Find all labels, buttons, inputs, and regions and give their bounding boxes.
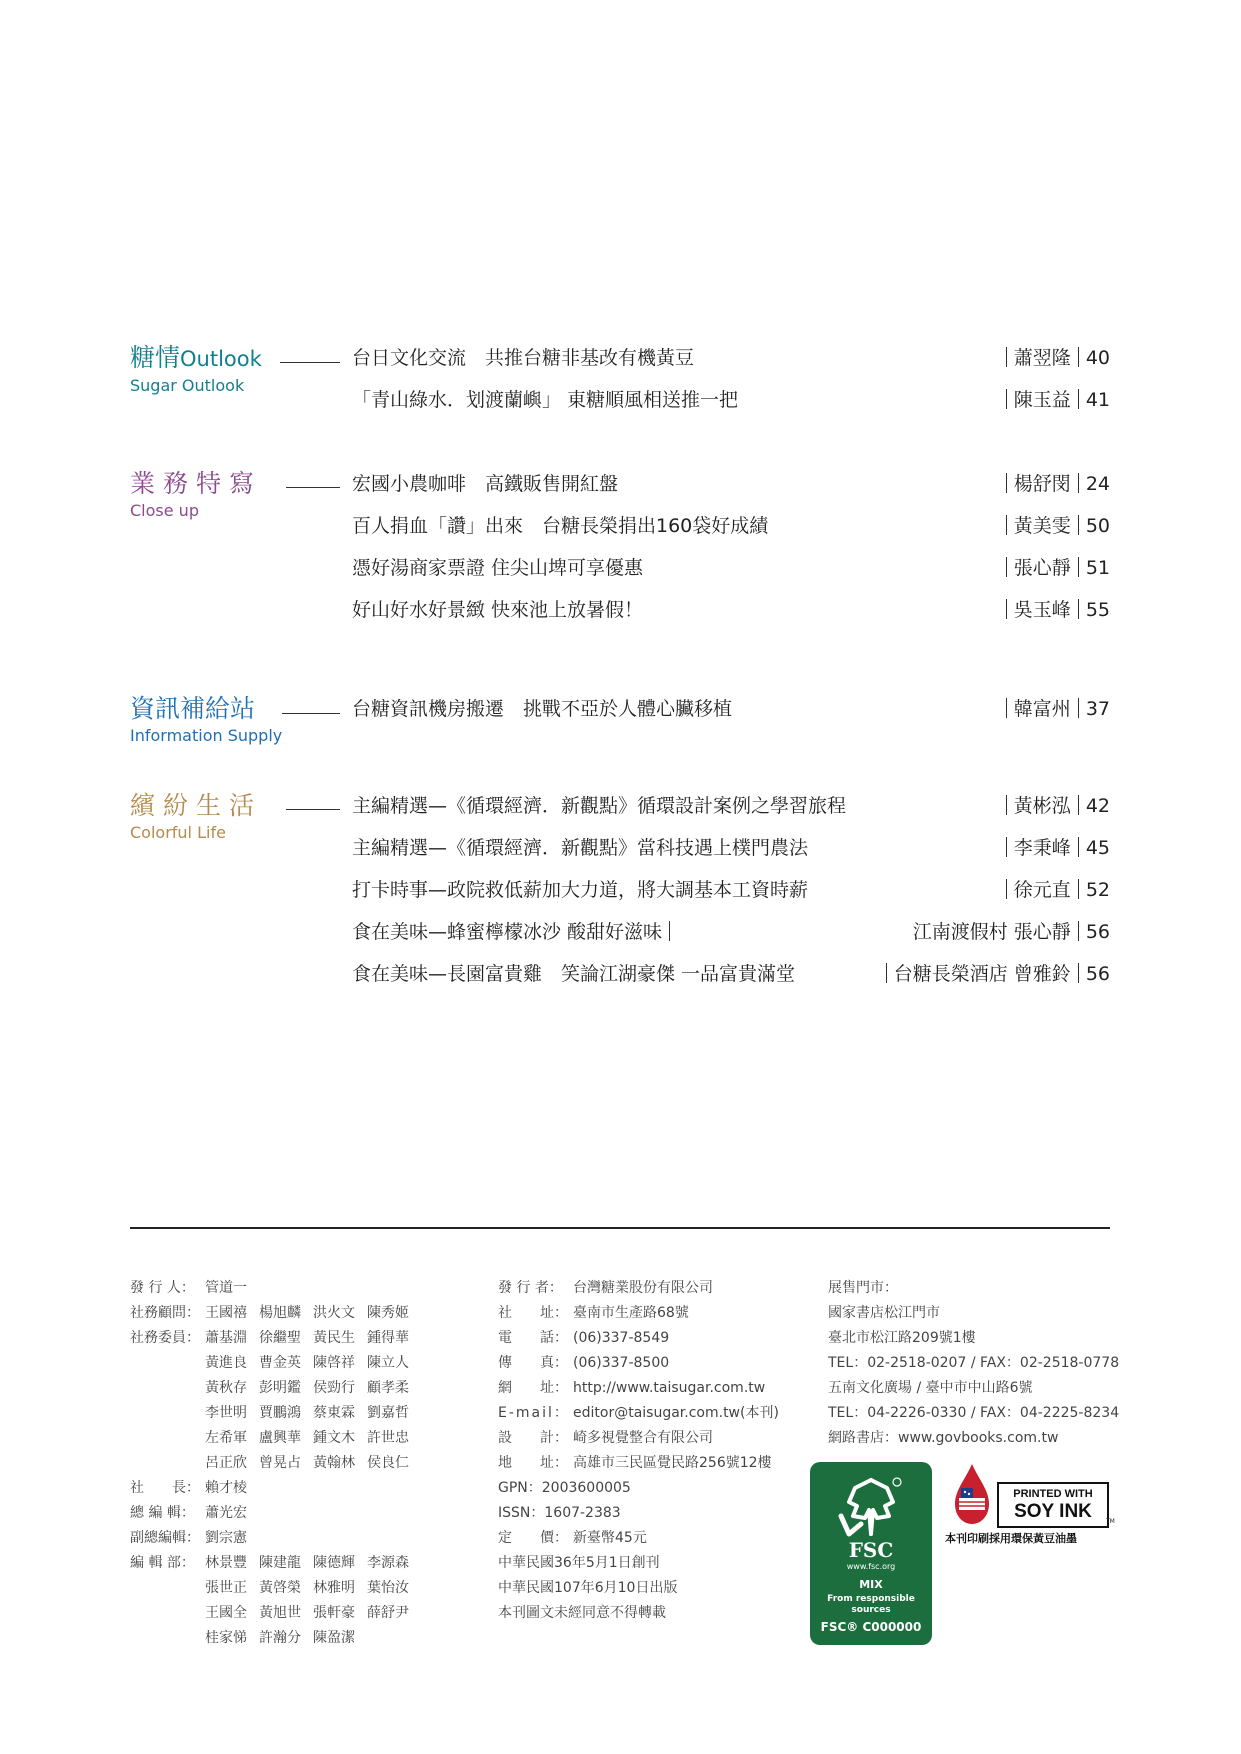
entry-author: 徐元直 [1013,879,1071,901]
name-list: 王國全 黃旭世 張軒豪 薛舒尹 [205,1605,409,1621]
entry-meta [999,875,1110,905]
entry-title: 台糖資訊機房搬遷 挑戰不亞於人體心臟移植 [352,698,733,720]
entry-page: 24 [1085,473,1110,495]
toc-entry[interactable] [352,469,1110,511]
credit-label: 編 輯 部： [130,1555,195,1571]
credit-row: GPN：2003600005 [498,1480,631,1496]
fsc-logo [810,1462,932,1645]
entry-page: 55 [1085,599,1110,621]
entry-author: 蕭翌隆 [1013,347,1071,369]
section-title-zh: 糖情 [130,343,181,372]
section-subtitle: Information Supply [130,726,283,745]
entry-author: 江南渡假村 張心靜 [912,921,1071,943]
entry-title: 憑好湯商家票證 住尖山埤可享優惠 [352,557,644,579]
credit-row: 定 價： 新臺幣45元 [498,1530,647,1546]
entry-meta [999,553,1110,583]
entry-meta [913,917,1110,947]
entry-title: 主編精選—《循環經濟．新觀點》當科技遇上樸門農法 [352,837,809,859]
entry-meta [999,791,1110,821]
fsc-url: www.fsc.org [846,1562,896,1571]
entry-meta [999,694,1110,724]
name-list: 黃秋存 彭明鑑 侯勁行 顧孝柔 [205,1380,409,1396]
name-list: 李世明 賈鵬鴻 蔡東霖 劉嘉哲 [205,1405,409,1421]
credit-value: 管道一 [205,1280,247,1296]
section-subtitle: Colorful Life [130,823,226,842]
credit-row [130,1526,421,1551]
section-title [130,343,340,374]
entry-author: 陳玉益 [1013,389,1071,411]
credit-row: 網 址： http://www.taisugar.com.tw [498,1376,779,1401]
credit-row [130,1476,421,1501]
entry-title-wrap [352,917,677,947]
toc-entry[interactable] [352,791,1110,833]
credits-publisher [498,1276,779,1626]
credit-row: 中華民國107年6月10日出版 [498,1580,678,1596]
entry-page: 42 [1085,795,1110,817]
credit-value: 劉宗憲 [205,1530,247,1546]
credit-row [130,1351,421,1376]
credit-row [130,1276,421,1301]
soy-line1: PRINTED WITH [1013,1488,1093,1500]
soy-line2: SOY INK [1014,1501,1092,1522]
entry-meta [999,833,1110,863]
section-header [130,343,340,396]
toc-entry[interactable] [352,694,1110,736]
credit-row: 社 址： 臺南市生產路68號 [498,1305,689,1321]
retail-line: TEL：02-2518-0207 / FAX：02-2518-0778 [828,1355,1120,1371]
credit-row [130,1301,421,1326]
toc-entry[interactable] [352,343,1110,385]
toc-list [352,469,1110,637]
entry-title: 主編精選—《循環經濟．新觀點》循環設計案例之學習旅程 [352,795,847,817]
name-list: 呂正欣 曾晃占 黃翰林 侯良仁 [205,1455,409,1471]
entry-meta [999,511,1110,541]
website-link[interactable]: http://www.taisugar.com.tw [573,1380,766,1396]
section-title: 繽紛生活 [130,791,263,820]
credit-row: 設 計： 崎多視覺整合有限公司 [498,1430,713,1446]
credit-row [130,1426,421,1451]
credit-row [130,1401,421,1426]
fsc-code: FSC® C000000 [820,1620,922,1634]
credit-label: 發 行 人： [130,1280,195,1296]
entry-author: 韓富州 [1013,698,1071,720]
section-title: 資訊補給站 [130,694,256,723]
entry-page: 52 [1085,879,1110,901]
entry-author: 黃彬泓 [1013,795,1071,817]
credit-row [130,1551,421,1576]
entry-meta [879,959,1110,989]
credit-row: E-mail： editor@taisugar.com.tw(本刊) [498,1401,779,1426]
entry-page: 45 [1085,837,1110,859]
credit-row: 地 址： 高雄市三民區覺民路256號12樓 [498,1455,772,1471]
soy-caption: 本刊印刷採用環保黃豆油墨 [945,1532,1077,1545]
section-divider [282,713,340,714]
soy-ink-box [997,1482,1109,1528]
entry-title: 「青山綠水．划渡蘭嶼」 東糖順風相送推一把 [352,389,739,411]
entry-page: 50 [1085,515,1110,537]
retail-heading: 展售門市： [828,1280,898,1296]
credit-value: 蕭光宏 [205,1505,247,1521]
fsc-brand: FSC [848,1538,894,1562]
entry-author: 吳玉峰 [1013,599,1071,621]
entry-title: 打卡時事—政院救低薪加大力道，將大調基本工資時薪 [352,879,809,901]
entry-title: 食在美味—長園富貴雞 笑論江湖豪傑 一品富貴滿堂 [352,963,796,985]
entry-author: 李秉峰 [1013,837,1071,859]
section-header [130,469,340,521]
name-list: 張世正 黃啓榮 林雅明 葉怡汝 [205,1580,409,1596]
retail-line[interactable]: 網路書店：www.govbooks.com.tw [828,1430,1059,1446]
name-list: 左希軍 盧興華 鍾文木 許世忠 [205,1430,409,1446]
credit-row: 傳 真： (06)337-8500 [498,1355,670,1371]
email-link[interactable]: editor@taisugar.com.tw(本刊) [573,1405,779,1421]
section-divider [286,487,340,488]
entry-author: 楊舒閔 [1013,473,1071,495]
credit-row [130,1626,421,1651]
entry-page: 51 [1085,557,1110,579]
section-title-en: Outlook [180,347,262,371]
entry-title: 宏國小農咖啡 高鐵販售開紅盤 [352,473,619,495]
name-list: 蕭基淵 徐繼聖 黃民生 鍾得華 [205,1330,409,1346]
section-subtitle: Sugar Outlook [130,376,245,395]
section-header [130,791,340,843]
footer-divider [130,1227,1110,1229]
credit-label: 社務委員： [130,1330,200,1346]
credit-row: ISSN：1607-2383 [498,1505,621,1521]
credit-row [130,1451,421,1476]
entry-page: 56 [1085,963,1110,985]
toc-entry[interactable] [352,833,1110,875]
retail-line: 國家書店松江門市 [828,1305,940,1321]
soy-tm: TM [1106,1518,1115,1525]
entry-title: 台日文化交流 共推台糖非基改有機黃豆 [352,347,695,369]
credits-staff [130,1276,421,1651]
entry-page: 56 [1085,921,1110,943]
credit-value: 賴才棱 [205,1480,247,1496]
entry-author: 台糖長榮酒店 曾雅鈴 [893,963,1071,985]
credit-row: 本刊圖文未經同意不得轉載 [498,1605,666,1621]
entry-title: 百人捐血「讚」出來 台糖長榮捐出160袋好成績 [352,515,769,537]
soy-drop-icon [951,1462,993,1526]
toc-list [352,694,1110,736]
toc-list [352,343,1110,427]
fsc-desc: From responsible sources [827,1594,915,1615]
credit-label: 社務顧問： [130,1305,200,1321]
toc-entry[interactable] [352,385,1110,427]
entry-meta [999,595,1110,625]
name-list: 黃進良 曹金英 陳啓祥 陳立人 [205,1355,409,1371]
credit-row: 發 行 者： 台灣糖業股份有限公司 [498,1280,713,1296]
credits-retail [828,1276,1119,1451]
section-header [130,694,340,746]
credit-row: 中華民國36年5月1日創刊 [498,1555,660,1571]
fsc-tree-icon [835,1476,907,1538]
retail-line: TEL：04-2226-0330 / FAX：04-2225-8234 [828,1405,1120,1421]
toc-entry[interactable] [352,553,1110,595]
section-divider [286,809,340,810]
credit-label: 社 長： [130,1480,200,1496]
fsc-mix: MIX [859,1578,883,1591]
credit-label: 總 編 輯： [130,1505,195,1521]
toc-entry[interactable] [352,917,1110,959]
entry-page: 41 [1085,389,1110,411]
entry-title: 好山好水好景緻 快來池上放暑假！ [352,599,644,621]
credit-row [130,1376,421,1401]
name-list: 王國禧 楊旭麟 洪火文 陳秀姬 [205,1305,409,1321]
toc-entry[interactable] [352,595,1110,637]
entry-author: 黃美雯 [1013,515,1071,537]
name-list: 桂家悌 許瀚分 陳盈潔 [205,1630,355,1646]
entry-author: 張心靜 [1013,557,1071,579]
name-list: 林景豐 陳建龍 陳德輝 李源森 [205,1555,409,1571]
entry-page: 40 [1085,347,1110,369]
toc-entry[interactable] [352,875,1110,917]
entry-meta [999,343,1110,373]
credit-row [130,1501,421,1526]
credit-row: 電 話： (06)337-8549 [498,1330,670,1346]
retail-line: 臺北市松江路209號1樓 [828,1330,976,1346]
credit-row [130,1601,421,1626]
toc-entry[interactable] [352,959,1110,1001]
credit-row [130,1576,421,1601]
entry-meta [999,469,1110,499]
section-title: 業務特寫 [130,469,263,498]
credit-label: 副總編輯： [130,1530,200,1546]
toc-list [352,791,1110,1001]
section-subtitle: Close up [130,501,199,520]
toc-entry[interactable] [352,511,1110,553]
credit-row [130,1326,421,1351]
section-divider [280,362,340,363]
entry-page: 37 [1085,698,1110,720]
soy-ink-logo [945,1462,1115,1545]
entry-title: 食在美味—蜂蜜檸檬冰沙 酸甜好滋味 [352,921,663,943]
retail-line: 五南文化廣場 / 臺中市中山路6號 [828,1380,1033,1396]
entry-meta [999,385,1110,415]
